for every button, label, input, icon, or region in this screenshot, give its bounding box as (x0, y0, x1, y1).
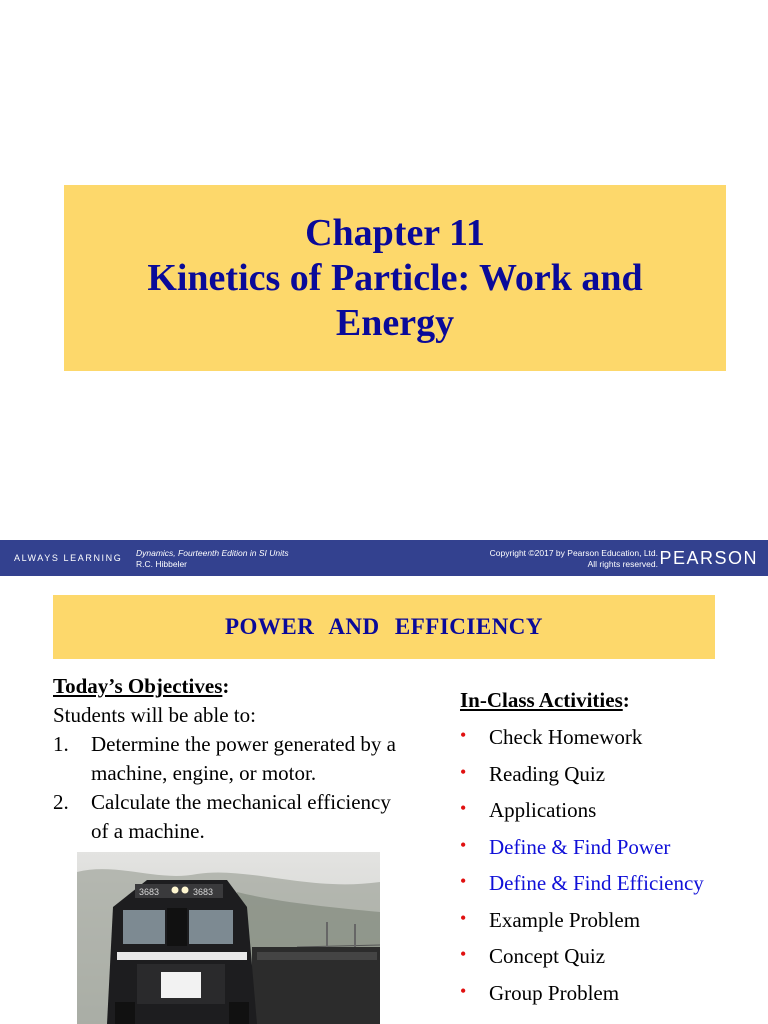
objectives-heading-colon: : (222, 674, 230, 698)
activity-item-highlighted[interactable] (460, 833, 760, 861)
book-title: Dynamics, Fourteenth Edition in SI Units (136, 548, 289, 558)
locomotive-photo (77, 852, 380, 1024)
objectives-heading (53, 672, 413, 701)
activities-panel (460, 686, 760, 1015)
objective-number: 1. (53, 732, 69, 756)
activity-label: Reading Quiz (489, 761, 606, 786)
objectives-heading-text: Today’s Objectives (53, 674, 223, 698)
copyright-info (490, 548, 658, 570)
objective-item (53, 730, 413, 788)
bullet-icon: • (460, 871, 467, 891)
activity-label: Group Problem (489, 980, 620, 1005)
activity-item (460, 760, 760, 788)
bullet-icon: • (460, 980, 467, 1001)
activity-label: Applications (489, 798, 597, 822)
locomotive-number-right: 3683 (193, 887, 214, 897)
chapter-number: Chapter 11 (305, 211, 485, 254)
section-title: POWER AND EFFICIENCY (224, 614, 544, 639)
activity-item (460, 942, 760, 970)
power-efficiency-slide (0, 576, 768, 1024)
objective-text: Calculate the mechanical efficiency of a machine. (91, 790, 391, 843)
activity-item (460, 906, 760, 934)
activity-label: Concept Quiz (489, 944, 606, 968)
activity-link-efficiency[interactable]: Define & Find Efficiency (489, 871, 704, 895)
objective-number: 2. (53, 790, 69, 814)
bullet-icon: • (460, 944, 467, 964)
activity-item-highlighted[interactable] (460, 869, 760, 897)
book-author: R.C. Hibbeler (136, 559, 188, 569)
activity-label: Example Problem (489, 907, 641, 932)
activities-heading-colon: : (622, 688, 630, 712)
chapter-title-line-1: Kinetics of Particle: Work and (147, 256, 643, 299)
chapter-title-line-2: Energy (335, 301, 455, 344)
activity-item (460, 979, 760, 1007)
bullet-icon: • (460, 907, 467, 928)
copyright-text: Copyright ©2017 by Pearson Education, Ltd. (489, 548, 658, 558)
book-info (136, 548, 289, 570)
locomotive-illustration (77, 852, 380, 1024)
objective-item (53, 788, 413, 846)
chapter-title-box (64, 185, 726, 371)
always-learning-text: ALWAYS LEARNING (14, 553, 123, 563)
locomotive-number-left: 3683 (139, 887, 160, 897)
pearson-logo: PEARSON (659, 548, 758, 568)
bullet-icon: • (460, 761, 467, 782)
section-title-box (53, 595, 715, 659)
objectives-list (53, 730, 413, 846)
activity-item (460, 796, 760, 824)
rights-text: All rights reserved. (587, 559, 658, 569)
activity-item (460, 723, 760, 751)
objectives-intro: Students will be able to: (53, 703, 256, 727)
bullet-icon: • (460, 834, 467, 855)
objectives-panel (53, 672, 413, 846)
objective-text: Determine the power generated by a machine, engine, or motor. (91, 732, 396, 785)
bullet-icon: • (460, 798, 467, 818)
pearson-footer-bar (0, 540, 768, 576)
bullet-icon: • (460, 725, 467, 745)
activity-link-power[interactable]: Define & Find Power (489, 834, 671, 859)
activities-heading (460, 686, 760, 715)
activities-heading-text: In-Class Activities (460, 688, 623, 712)
activity-label: Check Homework (489, 725, 643, 749)
